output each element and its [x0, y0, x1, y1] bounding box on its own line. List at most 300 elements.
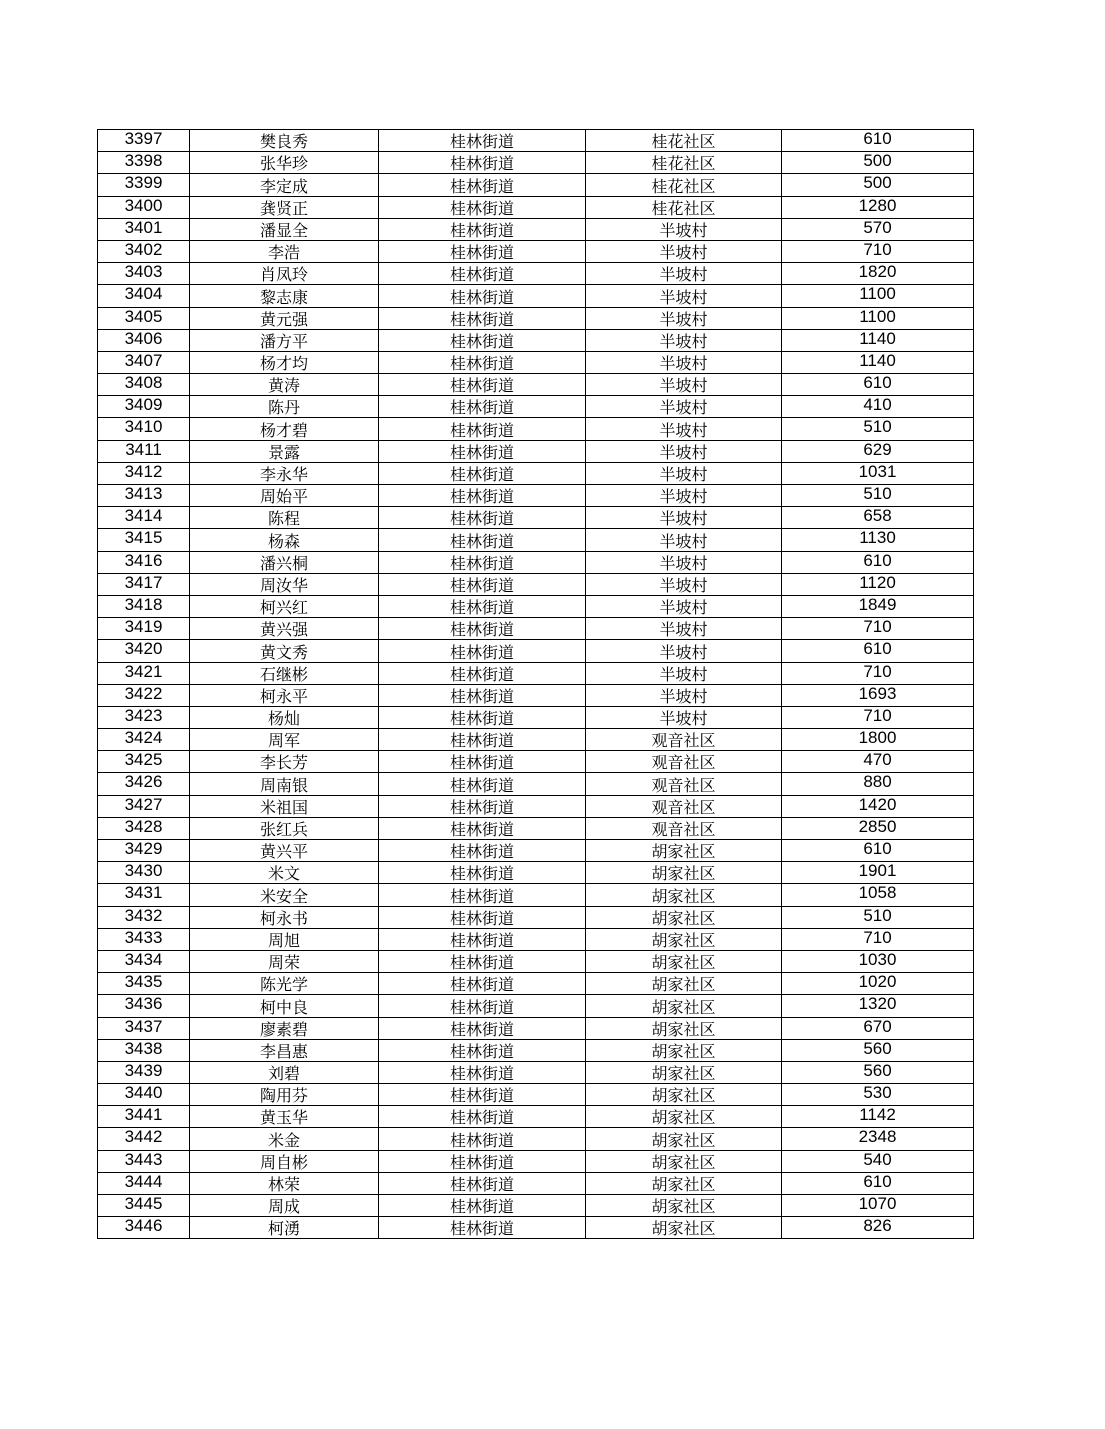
- table-row: [98, 152, 974, 174]
- cell-name: 肖凤玲: [190, 263, 379, 285]
- cell-name: 龚贤正: [190, 196, 379, 218]
- cell-community: 胡家社区: [586, 1061, 782, 1083]
- cell-id: 3402: [98, 240, 190, 262]
- cell-name: 刘碧: [190, 1061, 379, 1083]
- cell-id: 3421: [98, 662, 190, 684]
- cell-amount: 1820: [782, 263, 974, 285]
- cell-street: 桂林街道: [379, 773, 586, 795]
- cell-community: 胡家社区: [586, 1172, 782, 1194]
- cell-id: 3404: [98, 285, 190, 307]
- cell-id: 3435: [98, 973, 190, 995]
- cell-community: 半坡村: [586, 595, 782, 617]
- cell-amount: 710: [782, 240, 974, 262]
- cell-id: 3400: [98, 196, 190, 218]
- cell-street: 桂林街道: [379, 595, 586, 617]
- table-row: [98, 573, 974, 595]
- cell-amount: 500: [782, 152, 974, 174]
- cell-name: 周旭: [190, 928, 379, 950]
- cell-id: 3419: [98, 618, 190, 640]
- cell-street: 桂林街道: [379, 396, 586, 418]
- table-row: [98, 928, 974, 950]
- cell-name: 李定成: [190, 174, 379, 196]
- cell-name: 樊良秀: [190, 130, 379, 152]
- cell-amount: 610: [782, 130, 974, 152]
- table-row: [98, 551, 974, 573]
- cell-id: 3397: [98, 130, 190, 152]
- cell-street: 桂林街道: [379, 130, 586, 152]
- cell-id: 3432: [98, 906, 190, 928]
- cell-id: 3442: [98, 1128, 190, 1150]
- cell-amount: 1140: [782, 351, 974, 373]
- cell-community: 胡家社区: [586, 862, 782, 884]
- cell-street: 桂林街道: [379, 485, 586, 507]
- cell-street: 桂林街道: [379, 906, 586, 928]
- cell-street: 桂林街道: [379, 1128, 586, 1150]
- cell-street: 桂林街道: [379, 551, 586, 573]
- cell-amount: 1280: [782, 196, 974, 218]
- table-row: [98, 240, 974, 262]
- table-row: [98, 995, 974, 1017]
- cell-community: 观音社区: [586, 773, 782, 795]
- cell-name: 黄玉华: [190, 1106, 379, 1128]
- cell-community: 胡家社区: [586, 1195, 782, 1217]
- cell-community: 半坡村: [586, 573, 782, 595]
- table-row: [98, 440, 974, 462]
- table-row: [98, 706, 974, 728]
- cell-amount: 1800: [782, 729, 974, 751]
- cell-community: 胡家社区: [586, 1039, 782, 1061]
- cell-community: 半坡村: [586, 662, 782, 684]
- cell-amount: 1140: [782, 329, 974, 351]
- table-row: [98, 529, 974, 551]
- cell-amount: 1031: [782, 462, 974, 484]
- table-row: [98, 795, 974, 817]
- cell-street: 桂林街道: [379, 640, 586, 662]
- table-row: [98, 840, 974, 862]
- cell-street: 桂林街道: [379, 374, 586, 396]
- cell-id: 3420: [98, 640, 190, 662]
- cell-id: 3409: [98, 396, 190, 418]
- cell-id: 3437: [98, 1017, 190, 1039]
- cell-id: 3422: [98, 684, 190, 706]
- cell-community: 半坡村: [586, 485, 782, 507]
- cell-street: 桂林街道: [379, 351, 586, 373]
- cell-community: 半坡村: [586, 374, 782, 396]
- cell-name: 杨才均: [190, 351, 379, 373]
- cell-amount: 610: [782, 640, 974, 662]
- cell-amount: 629: [782, 440, 974, 462]
- cell-community: 半坡村: [586, 240, 782, 262]
- table-row: [98, 374, 974, 396]
- cell-amount: 1030: [782, 950, 974, 972]
- cell-id: 3405: [98, 307, 190, 329]
- cell-name: 周南银: [190, 773, 379, 795]
- cell-name: 米金: [190, 1128, 379, 1150]
- cell-name: 米安全: [190, 884, 379, 906]
- table-row: [98, 884, 974, 906]
- cell-amount: 1901: [782, 862, 974, 884]
- cell-community: 半坡村: [586, 618, 782, 640]
- cell-name: 潘方平: [190, 329, 379, 351]
- cell-name: 黄文秀: [190, 640, 379, 662]
- cell-id: 3425: [98, 751, 190, 773]
- table-row: [98, 418, 974, 440]
- table-row: [98, 618, 974, 640]
- cell-amount: 710: [782, 706, 974, 728]
- cell-community: 桂花社区: [586, 130, 782, 152]
- cell-id: 3441: [98, 1106, 190, 1128]
- cell-id: 3445: [98, 1195, 190, 1217]
- cell-name: 米祖国: [190, 795, 379, 817]
- table-row: [98, 817, 974, 839]
- cell-street: 桂林街道: [379, 329, 586, 351]
- cell-community: 半坡村: [586, 307, 782, 329]
- cell-street: 桂林街道: [379, 751, 586, 773]
- cell-name: 杨才碧: [190, 418, 379, 440]
- cell-amount: 1070: [782, 1195, 974, 1217]
- cell-community: 半坡村: [586, 418, 782, 440]
- cell-name: 张华珍: [190, 152, 379, 174]
- table-row: [98, 485, 974, 507]
- cell-id: 3411: [98, 440, 190, 462]
- cell-community: 半坡村: [586, 263, 782, 285]
- table-row: [98, 218, 974, 240]
- cell-amount: 1100: [782, 307, 974, 329]
- table-row: [98, 285, 974, 307]
- cell-id: 3427: [98, 795, 190, 817]
- table-row: [98, 462, 974, 484]
- cell-id: 3407: [98, 351, 190, 373]
- cell-street: 桂林街道: [379, 795, 586, 817]
- cell-id: 3413: [98, 485, 190, 507]
- cell-street: 桂林街道: [379, 529, 586, 551]
- cell-community: 胡家社区: [586, 995, 782, 1017]
- cell-community: 桂花社区: [586, 196, 782, 218]
- cell-community: 半坡村: [586, 285, 782, 307]
- cell-street: 桂林街道: [379, 1061, 586, 1083]
- cell-id: 3408: [98, 374, 190, 396]
- cell-street: 桂林街道: [379, 1106, 586, 1128]
- cell-street: 桂林街道: [379, 1084, 586, 1106]
- cell-name: 石继彬: [190, 662, 379, 684]
- cell-amount: 710: [782, 662, 974, 684]
- cell-street: 桂林街道: [379, 928, 586, 950]
- cell-name: 柯兴红: [190, 595, 379, 617]
- cell-amount: 1058: [782, 884, 974, 906]
- cell-community: 观音社区: [586, 751, 782, 773]
- cell-name: 杨森: [190, 529, 379, 551]
- cell-name: 李永华: [190, 462, 379, 484]
- cell-amount: 470: [782, 751, 974, 773]
- cell-amount: 570: [782, 218, 974, 240]
- cell-name: 柯湧: [190, 1217, 379, 1239]
- cell-amount: 1120: [782, 573, 974, 595]
- cell-street: 桂林街道: [379, 218, 586, 240]
- cell-amount: 1849: [782, 595, 974, 617]
- cell-street: 桂林街道: [379, 1172, 586, 1194]
- cell-street: 桂林街道: [379, 1150, 586, 1172]
- table-row: [98, 751, 974, 773]
- cell-amount: 880: [782, 773, 974, 795]
- cell-community: 半坡村: [586, 706, 782, 728]
- cell-amount: 1420: [782, 795, 974, 817]
- cell-amount: 510: [782, 906, 974, 928]
- cell-community: 胡家社区: [586, 1217, 782, 1239]
- cell-amount: 826: [782, 1217, 974, 1239]
- cell-name: 黎志康: [190, 285, 379, 307]
- cell-street: 桂林街道: [379, 152, 586, 174]
- cell-community: 半坡村: [586, 507, 782, 529]
- cell-street: 桂林街道: [379, 706, 586, 728]
- cell-id: 3431: [98, 884, 190, 906]
- cell-community: 胡家社区: [586, 1106, 782, 1128]
- cell-amount: 1130: [782, 529, 974, 551]
- table-row: [98, 263, 974, 285]
- cell-community: 半坡村: [586, 462, 782, 484]
- cell-street: 桂林街道: [379, 618, 586, 640]
- cell-id: 3428: [98, 817, 190, 839]
- cell-id: 3440: [98, 1084, 190, 1106]
- cell-street: 桂林街道: [379, 440, 586, 462]
- cell-community: 胡家社区: [586, 906, 782, 928]
- cell-name: 周自彬: [190, 1150, 379, 1172]
- cell-id: 3412: [98, 462, 190, 484]
- cell-street: 桂林街道: [379, 1017, 586, 1039]
- table-row: [98, 1084, 974, 1106]
- table-row: [98, 174, 974, 196]
- cell-amount: 710: [782, 928, 974, 950]
- cell-community: 胡家社区: [586, 884, 782, 906]
- cell-name: 陈丹: [190, 396, 379, 418]
- cell-id: 3444: [98, 1172, 190, 1194]
- cell-community: 胡家社区: [586, 840, 782, 862]
- cell-amount: 658: [782, 507, 974, 529]
- table-row: [98, 1217, 974, 1239]
- table-row: [98, 950, 974, 972]
- table-row: [98, 329, 974, 351]
- cell-amount: 560: [782, 1039, 974, 1061]
- table-row: [98, 307, 974, 329]
- cell-street: 桂林街道: [379, 462, 586, 484]
- table-row: [98, 729, 974, 751]
- cell-name: 黄元强: [190, 307, 379, 329]
- cell-community: 半坡村: [586, 440, 782, 462]
- cell-community: 胡家社区: [586, 1084, 782, 1106]
- cell-name: 周成: [190, 1195, 379, 1217]
- table-row: [98, 595, 974, 617]
- table-row: [98, 1150, 974, 1172]
- cell-id: 3415: [98, 529, 190, 551]
- cell-amount: 710: [782, 618, 974, 640]
- table-row: [98, 351, 974, 373]
- cell-community: 观音社区: [586, 817, 782, 839]
- cell-name: 李浩: [190, 240, 379, 262]
- cell-community: 胡家社区: [586, 1017, 782, 1039]
- table-row: [98, 1017, 974, 1039]
- table-row: [98, 1061, 974, 1083]
- cell-name: 黄兴强: [190, 618, 379, 640]
- cell-amount: 670: [782, 1017, 974, 1039]
- cell-name: 黄涛: [190, 374, 379, 396]
- cell-street: 桂林街道: [379, 684, 586, 706]
- cell-name: 柯永书: [190, 906, 379, 928]
- cell-amount: 410: [782, 396, 974, 418]
- cell-street: 桂林街道: [379, 573, 586, 595]
- cell-name: 潘显全: [190, 218, 379, 240]
- table-row: [98, 662, 974, 684]
- cell-community: 桂花社区: [586, 152, 782, 174]
- cell-id: 3417: [98, 573, 190, 595]
- cell-name: 周汝华: [190, 573, 379, 595]
- cell-name: 廖素碧: [190, 1017, 379, 1039]
- cell-street: 桂林街道: [379, 950, 586, 972]
- cell-amount: 610: [782, 551, 974, 573]
- cell-community: 半坡村: [586, 351, 782, 373]
- table-row: [98, 1039, 974, 1061]
- cell-street: 桂林街道: [379, 995, 586, 1017]
- cell-community: 半坡村: [586, 684, 782, 706]
- cell-name: 张红兵: [190, 817, 379, 839]
- cell-street: 桂林街道: [379, 507, 586, 529]
- cell-amount: 1020: [782, 973, 974, 995]
- cell-community: 观音社区: [586, 729, 782, 751]
- cell-community: 半坡村: [586, 329, 782, 351]
- cell-name: 黄兴平: [190, 840, 379, 862]
- cell-street: 桂林街道: [379, 240, 586, 262]
- cell-id: 3446: [98, 1217, 190, 1239]
- table-body: [98, 130, 974, 1239]
- cell-street: 桂林街道: [379, 418, 586, 440]
- cell-id: 3433: [98, 928, 190, 950]
- cell-name: 米文: [190, 862, 379, 884]
- cell-id: 3398: [98, 152, 190, 174]
- cell-amount: 560: [782, 1061, 974, 1083]
- cell-community: 半坡村: [586, 551, 782, 573]
- cell-street: 桂林街道: [379, 840, 586, 862]
- table-row: [98, 773, 974, 795]
- table-row: [98, 640, 974, 662]
- cell-id: 3429: [98, 840, 190, 862]
- cell-id: 3426: [98, 773, 190, 795]
- cell-id: 3399: [98, 174, 190, 196]
- cell-name: 柯永平: [190, 684, 379, 706]
- cell-id: 3410: [98, 418, 190, 440]
- cell-street: 桂林街道: [379, 817, 586, 839]
- table-row: [98, 1195, 974, 1217]
- cell-community: 胡家社区: [586, 973, 782, 995]
- cell-street: 桂林街道: [379, 1039, 586, 1061]
- cell-street: 桂林街道: [379, 263, 586, 285]
- table-row: [98, 862, 974, 884]
- cell-amount: 540: [782, 1150, 974, 1172]
- cell-amount: 530: [782, 1084, 974, 1106]
- table-row: [98, 1106, 974, 1128]
- data-table: [97, 129, 974, 1239]
- cell-name: 周始平: [190, 485, 379, 507]
- cell-id: 3443: [98, 1150, 190, 1172]
- cell-community: 半坡村: [586, 529, 782, 551]
- cell-name: 潘兴桐: [190, 551, 379, 573]
- cell-name: 周荣: [190, 950, 379, 972]
- cell-street: 桂林街道: [379, 174, 586, 196]
- cell-amount: 510: [782, 418, 974, 440]
- cell-street: 桂林街道: [379, 1195, 586, 1217]
- cell-name: 李长芳: [190, 751, 379, 773]
- cell-amount: 2850: [782, 817, 974, 839]
- cell-name: 柯中良: [190, 995, 379, 1017]
- cell-amount: 1320: [782, 995, 974, 1017]
- cell-name: 陈光学: [190, 973, 379, 995]
- cell-community: 胡家社区: [586, 1150, 782, 1172]
- cell-community: 观音社区: [586, 795, 782, 817]
- table-row: [98, 196, 974, 218]
- cell-name: 周军: [190, 729, 379, 751]
- cell-street: 桂林街道: [379, 884, 586, 906]
- cell-community: 半坡村: [586, 396, 782, 418]
- cell-amount: 1142: [782, 1106, 974, 1128]
- cell-id: 3401: [98, 218, 190, 240]
- cell-id: 3414: [98, 507, 190, 529]
- cell-id: 3436: [98, 995, 190, 1017]
- cell-id: 3416: [98, 551, 190, 573]
- table-row: [98, 130, 974, 152]
- cell-amount: 610: [782, 840, 974, 862]
- cell-amount: 610: [782, 374, 974, 396]
- table-row: [98, 684, 974, 706]
- table-row: [98, 1172, 974, 1194]
- table-row: [98, 507, 974, 529]
- cell-street: 桂林街道: [379, 662, 586, 684]
- cell-street: 桂林街道: [379, 285, 586, 307]
- cell-name: 景露: [190, 440, 379, 462]
- cell-street: 桂林街道: [379, 307, 586, 329]
- table-row: [98, 396, 974, 418]
- table-row: [98, 906, 974, 928]
- document-page: [97, 129, 973, 1239]
- cell-amount: 1693: [782, 684, 974, 706]
- cell-community: 胡家社区: [586, 950, 782, 972]
- cell-id: 3424: [98, 729, 190, 751]
- cell-street: 桂林街道: [379, 196, 586, 218]
- cell-id: 3403: [98, 263, 190, 285]
- cell-id: 3434: [98, 950, 190, 972]
- cell-community: 胡家社区: [586, 1128, 782, 1150]
- cell-community: 胡家社区: [586, 928, 782, 950]
- cell-amount: 2348: [782, 1128, 974, 1150]
- cell-name: 李昌惠: [190, 1039, 379, 1061]
- cell-street: 桂林街道: [379, 862, 586, 884]
- cell-id: 3439: [98, 1061, 190, 1083]
- cell-name: 林荣: [190, 1172, 379, 1194]
- cell-amount: 610: [782, 1172, 974, 1194]
- cell-amount: 500: [782, 174, 974, 196]
- cell-name: 陈程: [190, 507, 379, 529]
- cell-id: 3423: [98, 706, 190, 728]
- cell-name: 陶用芬: [190, 1084, 379, 1106]
- cell-street: 桂林街道: [379, 1217, 586, 1239]
- cell-community: 半坡村: [586, 640, 782, 662]
- cell-name: 杨灿: [190, 706, 379, 728]
- cell-id: 3406: [98, 329, 190, 351]
- cell-amount: 510: [782, 485, 974, 507]
- cell-id: 3430: [98, 862, 190, 884]
- cell-community: 桂花社区: [586, 174, 782, 196]
- table-row: [98, 1128, 974, 1150]
- cell-id: 3438: [98, 1039, 190, 1061]
- cell-street: 桂林街道: [379, 973, 586, 995]
- cell-street: 桂林街道: [379, 729, 586, 751]
- cell-amount: 1100: [782, 285, 974, 307]
